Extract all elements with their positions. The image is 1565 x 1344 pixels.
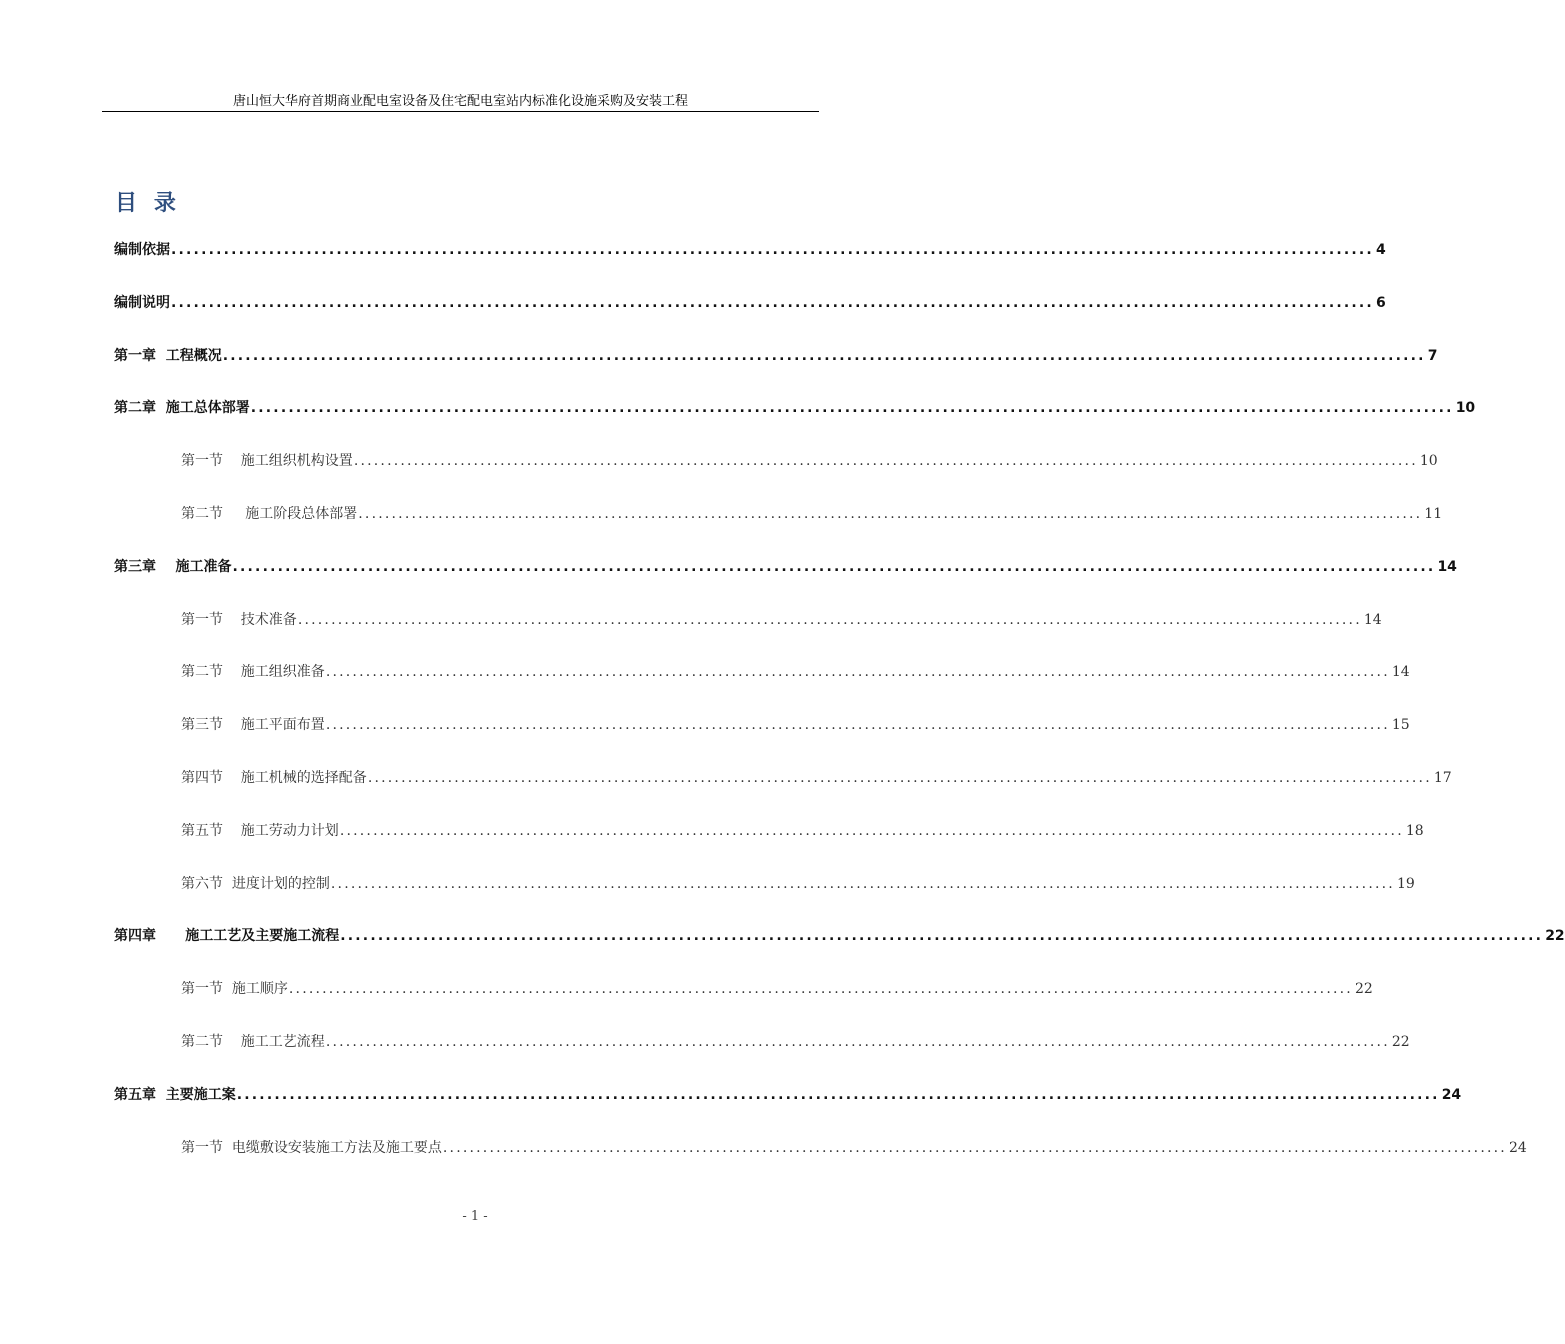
toc-section-entry[interactable] (181, 451, 1438, 471)
toc-section-entry[interactable] (181, 874, 1415, 894)
toc-page-number: 6 (1375, 294, 1386, 311)
toc-title: 目 录 (115, 191, 177, 216)
toc-page-number: 22 (1354, 981, 1373, 998)
toc-entry-label: 第二节 施工组织准备 (181, 664, 325, 681)
toc-dot-leader: ................................................................................................................................................................ (297, 611, 1362, 628)
toc-section-entry[interactable] (181, 715, 1410, 735)
toc-entry-label: 第二节 施工阶段总体部署 (181, 506, 358, 522)
toc-dot-leader: ................................................................................................................................................................ (171, 294, 1374, 311)
toc-dot-leader: ................................................................................................................................................................ (325, 1034, 1390, 1050)
toc-entry-label: 编制依据 (114, 242, 170, 258)
toc-chapter-entry[interactable] (114, 346, 1438, 366)
toc-page-number: 24 (1508, 1139, 1527, 1156)
toc-section-entry[interactable] (181, 504, 1443, 524)
toc-dot-leader: ................................................................................................................................................................ (325, 717, 1390, 734)
toc-dot-leader: ................................................................................................................................................................ (442, 1139, 1507, 1156)
toc-section-entry[interactable] (181, 768, 1452, 788)
toc-section-entry[interactable] (181, 979, 1373, 999)
toc-entry-label: 编制说明 (114, 294, 170, 311)
toc-section-entry[interactable] (181, 821, 1424, 841)
page-number: - 1 - (462, 1209, 488, 1224)
toc-dot-leader: ................................................................................................................................................................ (232, 558, 1436, 575)
toc-entry-label: 第三节 施工平面布置 (181, 717, 325, 734)
toc-chapter-entry[interactable] (114, 398, 1476, 418)
toc-dot-leader: ................................................................................................................................................................ (330, 875, 1395, 892)
toc-entry-label: 第六节 进度计划的控制 (181, 875, 330, 892)
toc-entry-label: 第一节 电缆敷设安装施工方法及施工要点 (181, 1139, 442, 1156)
toc-page-number: 14 (1391, 664, 1410, 681)
toc-section-entry[interactable] (181, 1032, 1410, 1052)
toc-dot-leader: ................................................................................................................................................................ (358, 506, 1423, 522)
toc-page-number: 24 (1441, 1086, 1462, 1103)
toc-entry-label: 第二章 施工总体部署 (114, 400, 250, 417)
toc-dot-leader: ................................................................................................................................................................ (250, 400, 1454, 417)
toc-chapter-entry[interactable] (114, 926, 1565, 946)
toc-page-number: 10 (1419, 453, 1438, 470)
toc-entry-label: 第一节 施工组织机构设置 (181, 453, 353, 470)
toc-page-number: 17 (1433, 770, 1452, 786)
toc-dot-leader: ................................................................................................................................................................ (171, 242, 1374, 258)
toc-dot-leader: ................................................................................................................................................................ (339, 822, 1404, 839)
toc-dot-leader: ................................................................................................................................................................ (222, 347, 1426, 364)
page-header: 唐山恒大华府首期商业配电室设备及住宅配电室站内标准化设施采购及安装工程 (102, 93, 819, 112)
toc-page-number: 14 (1363, 611, 1382, 628)
toc-dot-leader: ................................................................................................................................................................ (325, 664, 1390, 681)
toc-chapter-entry[interactable] (114, 557, 1457, 577)
toc-page-number: 14 (1437, 558, 1457, 575)
toc-page-number: 18 (1405, 822, 1424, 839)
toc-page-number: 22 (1545, 928, 1565, 945)
toc-entry-label: 第一节 施工顺序 (181, 981, 288, 998)
toc-page-number: 15 (1391, 717, 1410, 734)
toc-page-number: 10 (1455, 400, 1476, 417)
toc-entry-label: 第五章 主要施工案 (114, 1086, 236, 1103)
toc-entry-label: 第一章 工程概况 (114, 347, 222, 364)
toc-section-entry[interactable] (181, 1138, 1527, 1158)
toc-entry-label: 第五节 施工劳动力计划 (181, 822, 339, 839)
toc-entry-label: 第一节 技术准备 (181, 611, 297, 628)
toc-dot-leader: ................................................................................................................................................................ (236, 1086, 1440, 1103)
toc-dot-leader: ................................................................................................................................................................ (353, 453, 1418, 470)
toc-page-number: 22 (1391, 1034, 1410, 1050)
toc-entry-label: 第二节 施工工艺流程 (181, 1034, 325, 1050)
toc-entry-label: 第三章 施工准备 (114, 558, 232, 575)
toc-dot-leader: ................................................................................................................................................................ (367, 770, 1432, 786)
toc-page-number: 7 (1427, 347, 1438, 364)
toc-dot-leader: ................................................................................................................................................................ (340, 928, 1544, 945)
toc-entry-label: 第四章 施工工艺及主要施工流程 (114, 928, 340, 945)
toc-chapter-entry[interactable] (114, 1085, 1462, 1105)
toc-page-number: 4 (1375, 242, 1386, 258)
toc-dot-leader: ................................................................................................................................................................ (288, 981, 1353, 998)
toc-page-number: 11 (1424, 506, 1443, 522)
toc-chapter-entry[interactable] (114, 240, 1386, 260)
toc-chapter-entry[interactable] (114, 293, 1386, 313)
toc-entry-label: 第四节 施工机械的选择配备 (181, 770, 367, 786)
toc-section-entry[interactable] (181, 610, 1382, 630)
toc-page-number: 19 (1396, 875, 1415, 892)
toc-section-entry[interactable] (181, 662, 1410, 682)
